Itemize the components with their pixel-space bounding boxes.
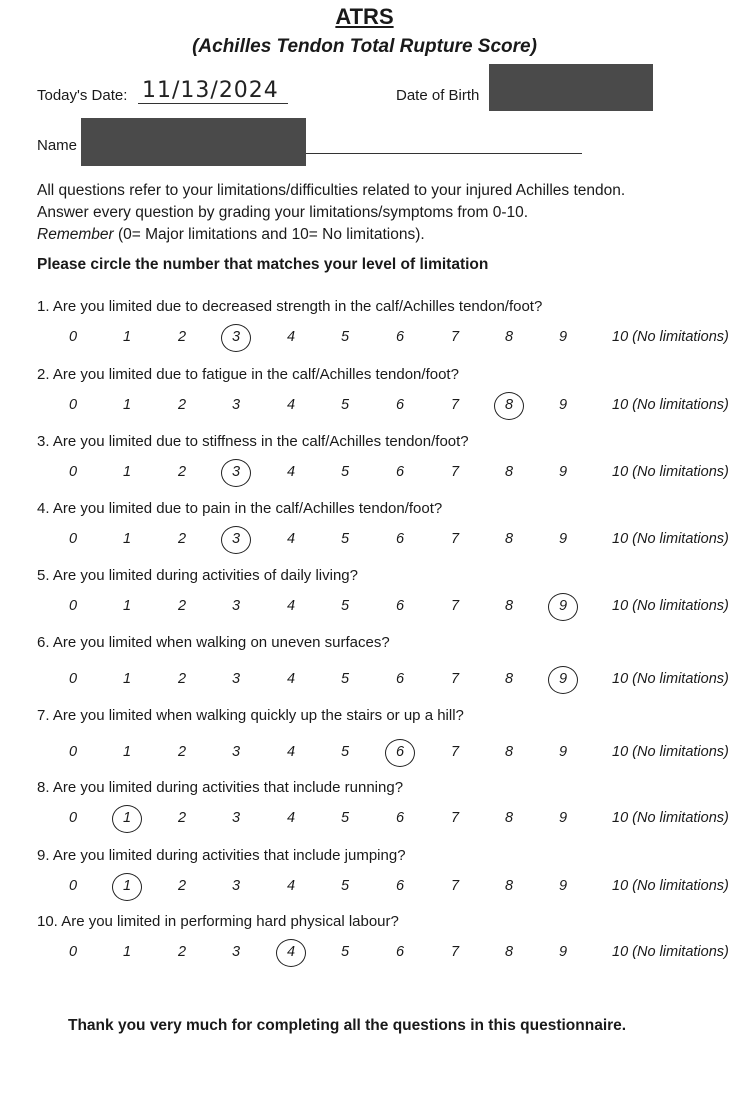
scale-option-max[interactable]: 10 (No limitations) <box>612 944 729 960</box>
scale-option[interactable]: 9 <box>558 397 568 413</box>
scale-option-max[interactable]: 10 (No limitations) <box>612 671 729 687</box>
scale-option[interactable]: 5 <box>340 464 350 480</box>
scale-option-max[interactable]: 10 (No limitations) <box>612 531 729 547</box>
dob-label: Date of Birth <box>396 87 480 104</box>
scale-option[interactable]: 4 <box>286 944 296 960</box>
scale-option[interactable]: 4 <box>286 329 296 345</box>
scale-option[interactable]: 3 <box>231 810 241 826</box>
scale-option[interactable]: 4 <box>286 464 296 480</box>
scale-option[interactable]: 4 <box>286 671 296 687</box>
form-subtitle: (Achilles Tendon Total Rupture Score) <box>192 36 537 57</box>
scale-option[interactable]: 4 <box>286 744 296 760</box>
rating-scale <box>0 462 729 484</box>
rating-scale <box>0 669 729 691</box>
rating-scale <box>0 742 729 764</box>
scale-option[interactable]: 8 <box>504 878 514 894</box>
intro-line-1: All questions refer to your limitations/difficulties related to your injured Achilles tendon. <box>37 182 626 199</box>
rating-scale <box>0 942 729 964</box>
scale-option[interactable]: 5 <box>340 531 350 547</box>
scale-option[interactable]: 3 <box>231 329 241 345</box>
scale-option[interactable]: 8 <box>504 944 514 960</box>
scale-option[interactable]: 7 <box>450 531 460 547</box>
rating-scale <box>0 395 729 417</box>
scale-option[interactable]: 6 <box>395 531 405 547</box>
scale-option[interactable]: 9 <box>558 878 568 894</box>
scale-option[interactable]: 5 <box>340 944 350 960</box>
scale-option[interactable]: 2 <box>177 878 187 894</box>
scale-option[interactable]: 6 <box>395 878 405 894</box>
scale-option[interactable]: 6 <box>395 598 405 614</box>
scale-option[interactable]: 8 <box>504 464 514 480</box>
scale-option[interactable]: 3 <box>231 531 241 547</box>
scale-option[interactable]: 9 <box>558 531 568 547</box>
scale-option[interactable]: 9 <box>558 671 568 687</box>
scale-option-max[interactable]: 10 (No limitations) <box>612 329 729 345</box>
question-text: 2. Are you limited due to fatigue in the calf/Achilles tendon/foot? <box>37 366 459 383</box>
scale-option[interactable]: 0 <box>68 464 78 480</box>
scale-option[interactable]: 5 <box>340 878 350 894</box>
rating-scale <box>0 808 729 830</box>
name-label: Name <box>37 137 78 154</box>
scale-option[interactable]: 3 <box>231 744 241 760</box>
thanks-message: Thank you very much for completing all the questions in this questionnaire. <box>68 1017 627 1034</box>
scale-option[interactable]: 1 <box>122 397 132 413</box>
scale-option[interactable]: 1 <box>122 878 132 894</box>
scale-option[interactable]: 4 <box>286 598 296 614</box>
scale-option[interactable]: 6 <box>395 671 405 687</box>
question-text: 10. Are you limited in performing hard physical labour? <box>37 913 399 930</box>
scale-option[interactable]: 1 <box>122 464 132 480</box>
scale-option[interactable]: 0 <box>68 810 78 826</box>
scale-option[interactable]: 4 <box>286 397 296 413</box>
scale-option[interactable]: 4 <box>286 878 296 894</box>
scale-option[interactable]: 6 <box>395 944 405 960</box>
question-text: 5. Are you limited during activities of daily living? <box>37 567 358 584</box>
scale-option[interactable]: 5 <box>340 671 350 687</box>
scale-option[interactable]: 8 <box>504 810 514 826</box>
scale-option-max[interactable]: 10 (No limitations) <box>612 397 729 413</box>
scale-option[interactable]: 6 <box>395 810 405 826</box>
scale-option[interactable]: 7 <box>450 397 460 413</box>
name-underline <box>306 153 582 154</box>
scale-option[interactable]: 9 <box>558 598 568 614</box>
scale-option-max[interactable]: 10 (No limitations) <box>612 878 729 894</box>
rating-scale <box>0 327 729 349</box>
scale-option[interactable]: 0 <box>68 598 78 614</box>
question-text: 9. Are you limited during activities that include jumping? <box>37 847 406 864</box>
scale-option[interactable]: 5 <box>340 810 350 826</box>
scale-option-max[interactable]: 10 (No limitations) <box>612 744 729 760</box>
scale-option[interactable]: 6 <box>395 397 405 413</box>
rating-scale <box>0 596 729 618</box>
scale-option[interactable]: 3 <box>231 598 241 614</box>
scale-option[interactable]: 5 <box>340 329 350 345</box>
scale-option[interactable]: 3 <box>231 878 241 894</box>
intro-text <box>37 180 717 246</box>
scale-option[interactable]: 8 <box>504 598 514 614</box>
scale-option[interactable]: 9 <box>558 810 568 826</box>
scale-option[interactable]: 7 <box>450 329 460 345</box>
scale-option[interactable]: 2 <box>177 531 187 547</box>
scale-option[interactable]: 8 <box>504 744 514 760</box>
scale-option-max[interactable]: 10 (No limitations) <box>612 464 729 480</box>
rating-scale <box>0 876 729 898</box>
scale-option[interactable]: 1 <box>122 944 132 960</box>
scale-option[interactable]: 4 <box>286 810 296 826</box>
dob-redaction <box>489 64 653 111</box>
scale-option[interactable]: 2 <box>177 671 187 687</box>
scale-option[interactable]: 0 <box>68 531 78 547</box>
scale-option[interactable]: 5 <box>340 744 350 760</box>
scale-option[interactable]: 3 <box>231 464 241 480</box>
scale-option[interactable]: 6 <box>395 329 405 345</box>
date-underline <box>138 103 288 104</box>
scale-option[interactable]: 7 <box>450 744 460 760</box>
scale-option[interactable]: 2 <box>177 944 187 960</box>
scale-option[interactable]: 0 <box>68 944 78 960</box>
scale-option[interactable]: 8 <box>504 329 514 345</box>
scale-option[interactable]: 9 <box>558 329 568 345</box>
scale-option[interactable]: 7 <box>450 944 460 960</box>
scale-option[interactable]: 0 <box>68 397 78 413</box>
scale-option[interactable]: 3 <box>231 944 241 960</box>
scale-option-max[interactable]: 10 (No limitations) <box>612 810 729 826</box>
scale-option[interactable]: 8 <box>504 397 514 413</box>
scale-option[interactable]: 2 <box>177 598 187 614</box>
date-label: Today's Date: <box>37 87 128 104</box>
scale-option[interactable]: 1 <box>122 531 132 547</box>
rating-scale <box>0 529 729 551</box>
scale-option[interactable]: 0 <box>68 878 78 894</box>
scale-option[interactable]: 1 <box>122 744 132 760</box>
question-text: 4. Are you limited due to pain in the calf/Achilles tendon/foot? <box>37 500 443 517</box>
question-text: 1. Are you limited due to decreased strength in the calf/Achilles tendon/foot? <box>37 298 543 315</box>
date-value[interactable]: 11/13/2024 <box>142 78 279 103</box>
scale-option[interactable]: 2 <box>177 329 187 345</box>
scale-option[interactable]: 2 <box>177 397 187 413</box>
scale-option[interactable]: 9 <box>558 464 568 480</box>
scale-option[interactable]: 4 <box>286 531 296 547</box>
scale-option[interactable]: 8 <box>504 531 514 547</box>
scale-option[interactable]: 0 <box>68 329 78 345</box>
remember-text: (0= Major limitations and 10= No limitations). <box>113 226 425 243</box>
scale-option[interactable]: 9 <box>558 944 568 960</box>
question-text: 3. Are you limited due to stiffness in the calf/Achilles tendon/foot? <box>37 433 469 450</box>
intro-line-2: Answer every question by grading your limitations/symptoms from 0-10. <box>37 204 529 221</box>
scale-option[interactable]: 1 <box>122 810 132 826</box>
scale-option[interactable]: 7 <box>450 598 460 614</box>
scale-option[interactable]: 5 <box>340 397 350 413</box>
scale-option[interactable]: 1 <box>122 329 132 345</box>
scale-option[interactable]: 2 <box>177 464 187 480</box>
scale-option-max[interactable]: 10 (No limitations) <box>612 598 729 614</box>
scale-option[interactable]: 7 <box>450 878 460 894</box>
scale-option[interactable]: 2 <box>177 810 187 826</box>
scale-option[interactable]: 8 <box>504 671 514 687</box>
question-text: 8. Are you limited during activities that include running? <box>37 779 404 796</box>
scale-option[interactable]: 5 <box>340 598 350 614</box>
scale-option[interactable]: 2 <box>177 744 187 760</box>
scale-option[interactable]: 7 <box>450 810 460 826</box>
scale-option[interactable]: 3 <box>231 397 241 413</box>
scale-option[interactable]: 0 <box>68 671 78 687</box>
scale-option[interactable]: 9 <box>558 744 568 760</box>
instruction: Please circle the number that matches your level of limitation <box>37 256 489 273</box>
scale-option[interactable]: 0 <box>68 744 78 760</box>
scale-option[interactable]: 3 <box>231 671 241 687</box>
scale-option[interactable]: 1 <box>122 671 132 687</box>
intro-line-3 <box>37 224 717 246</box>
scale-option[interactable]: 1 <box>122 598 132 614</box>
name-redaction <box>81 118 306 166</box>
scale-option[interactable]: 6 <box>395 744 405 760</box>
scale-option[interactable]: 7 <box>450 464 460 480</box>
question-text: 6. Are you limited when walking on uneven surfaces? <box>37 634 390 651</box>
question-text: 7. Are you limited when walking quickly up the stairs or up a hill? <box>37 707 464 724</box>
form-title: ATRS <box>335 4 394 29</box>
scale-option[interactable]: 6 <box>395 464 405 480</box>
remember-label: Remember <box>37 226 114 243</box>
scale-option[interactable]: 7 <box>450 671 460 687</box>
